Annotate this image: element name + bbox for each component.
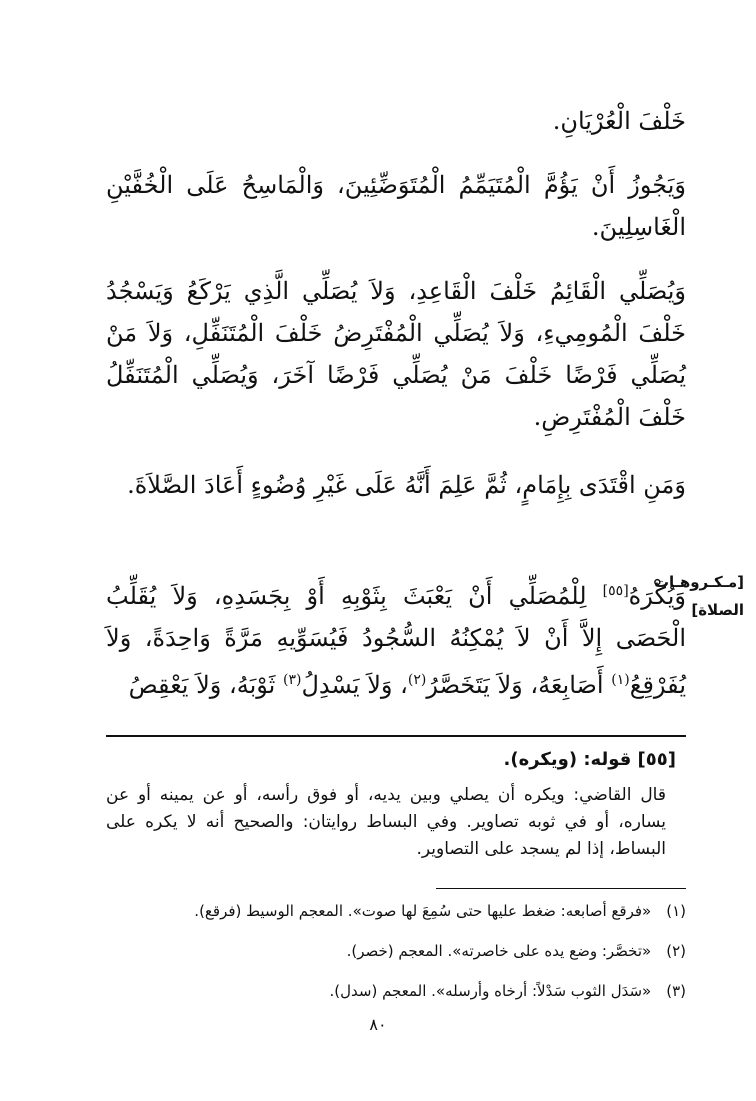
paragraph-5-text2: أَصَابِعَهُ، وَلاَ يَتَخَصَّرُ [426, 671, 612, 699]
page-number: ٨٠ [369, 1015, 387, 1034]
paragraph-5-text3: ، وَلاَ يَسْدِلُ [301, 671, 408, 699]
commentary-heading: [٥٥] قوله: (ويكره). [503, 749, 676, 770]
footnote-divider [436, 888, 686, 889]
paragraph-5-start: وَيُكْرَهُ [628, 582, 686, 610]
margin-heading-line2: الصلاة] [691, 601, 744, 619]
paragraph-3: وَيُصَلِّي الْقَائِمُ خَلْفَ الْقَاعِدِ، وَلاَ يُصَلِّي الَّذِي يَرْكَعُ وَيَسْجُدُ خَلْفَ الْمُومِيءِ، وَلاَ يُصَلِّي الْمُفْتَرِضُ خَلْفَ الْمُتَنَفِّلِ، وَلاَ مَنْ يُصَلِّي فَرْضًا خَلْفَ مَنْ يُصَلِّي فَرْضًا آخَرَ، وَيُصَلِّي الْمُتَنَفِّلُ خَلْفَ الْمُفْتَرِضِ. [106, 277, 686, 431]
margin-heading-line1: [مـكـروهـات [653, 573, 744, 591]
footnote-ref-2: (٢) [407, 672, 427, 688]
paragraph-5 [106, 570, 686, 706]
main-text-block-3 [106, 270, 686, 438]
footnote-number: (١) [666, 902, 686, 920]
main-text-block-1 [106, 100, 686, 142]
footnote-ref-1: (١) [611, 672, 630, 688]
commentary-block [106, 742, 686, 863]
main-text-block-4 [106, 464, 686, 506]
footnote-text: «فرقع أصابعه: ضغط عليها حتى سُمِعَ لها صوت». المعجم الوسيط (فرقع). [194, 902, 652, 920]
paragraph-1: خَلْفَ الْعُرْيَانِ. [552, 107, 686, 135]
commentary-ref-55: [٥٥] [602, 583, 629, 599]
margin-heading [654, 568, 744, 624]
footnote-3 [106, 978, 686, 1004]
footnote-number: (٣) [666, 982, 686, 1000]
footnote-ref-3: (٣) [283, 672, 302, 688]
paragraph-2: وَيَجُوزُ أَنْ يَؤُمَّ الْمُتَيَمِّمُ الْمُتَوَضِّئِينَ، وَالْمَاسِحُ عَلَى الْخُفَّيْنِ الْغَاسِلِينَ. [106, 171, 686, 241]
paragraph-5-text4: ثَوْبَهُ، وَلاَ يَعْقِصُ [128, 671, 283, 699]
footnote-2 [106, 938, 686, 964]
paragraph-5-text: لِلْمُصَلِّي أَنْ يَعْبَثَ بِثَوْبِهِ أَوْ بِجَسَدِهِ، وَلاَ يُقَلِّبُ الْحَصَى إِلاَّ أَنْ لاَ يُمْكِنُهُ السُّجُودُ فَيُسَوِّيهِ مَرَّةً وَاحِدَةً، وَلاَ يُفَرْقِعُ [106, 582, 687, 699]
footnote-text: «تخصَّر: وضع يده على خاصرته». المعجم (خصر). [346, 942, 652, 960]
footnotes [106, 898, 686, 1018]
commentary-divider [106, 735, 686, 737]
paragraph-4: وَمَنِ اقْتَدَى بِإِمَامٍ، ثُمَّ عَلِمَ أَنَّهُ عَلَى غَيْرِ وُضُوءٍ أَعَادَ الصَّلاَةَ. [127, 471, 686, 499]
commentary-body: قال القاضي: ويكره أن يصلي وبين يديه، أو فوق رأسه، أو عن يمينه أو عن يساره، أو في ثوبه تصاوير. وفي البساط روايتان: والصحيح أنه لا يكره على البساط، إذا لم يسجد على التصاوير. [106, 785, 666, 859]
main-text-block-2 [106, 164, 686, 248]
footnote-number: (٢) [666, 942, 686, 960]
footnote-1 [106, 898, 686, 924]
footnote-text: «سَدَل الثوب سَدْلاً: أرخاه وأرسله». المعجم (سدل). [329, 982, 652, 1000]
main-text-block-5 [106, 570, 686, 706]
